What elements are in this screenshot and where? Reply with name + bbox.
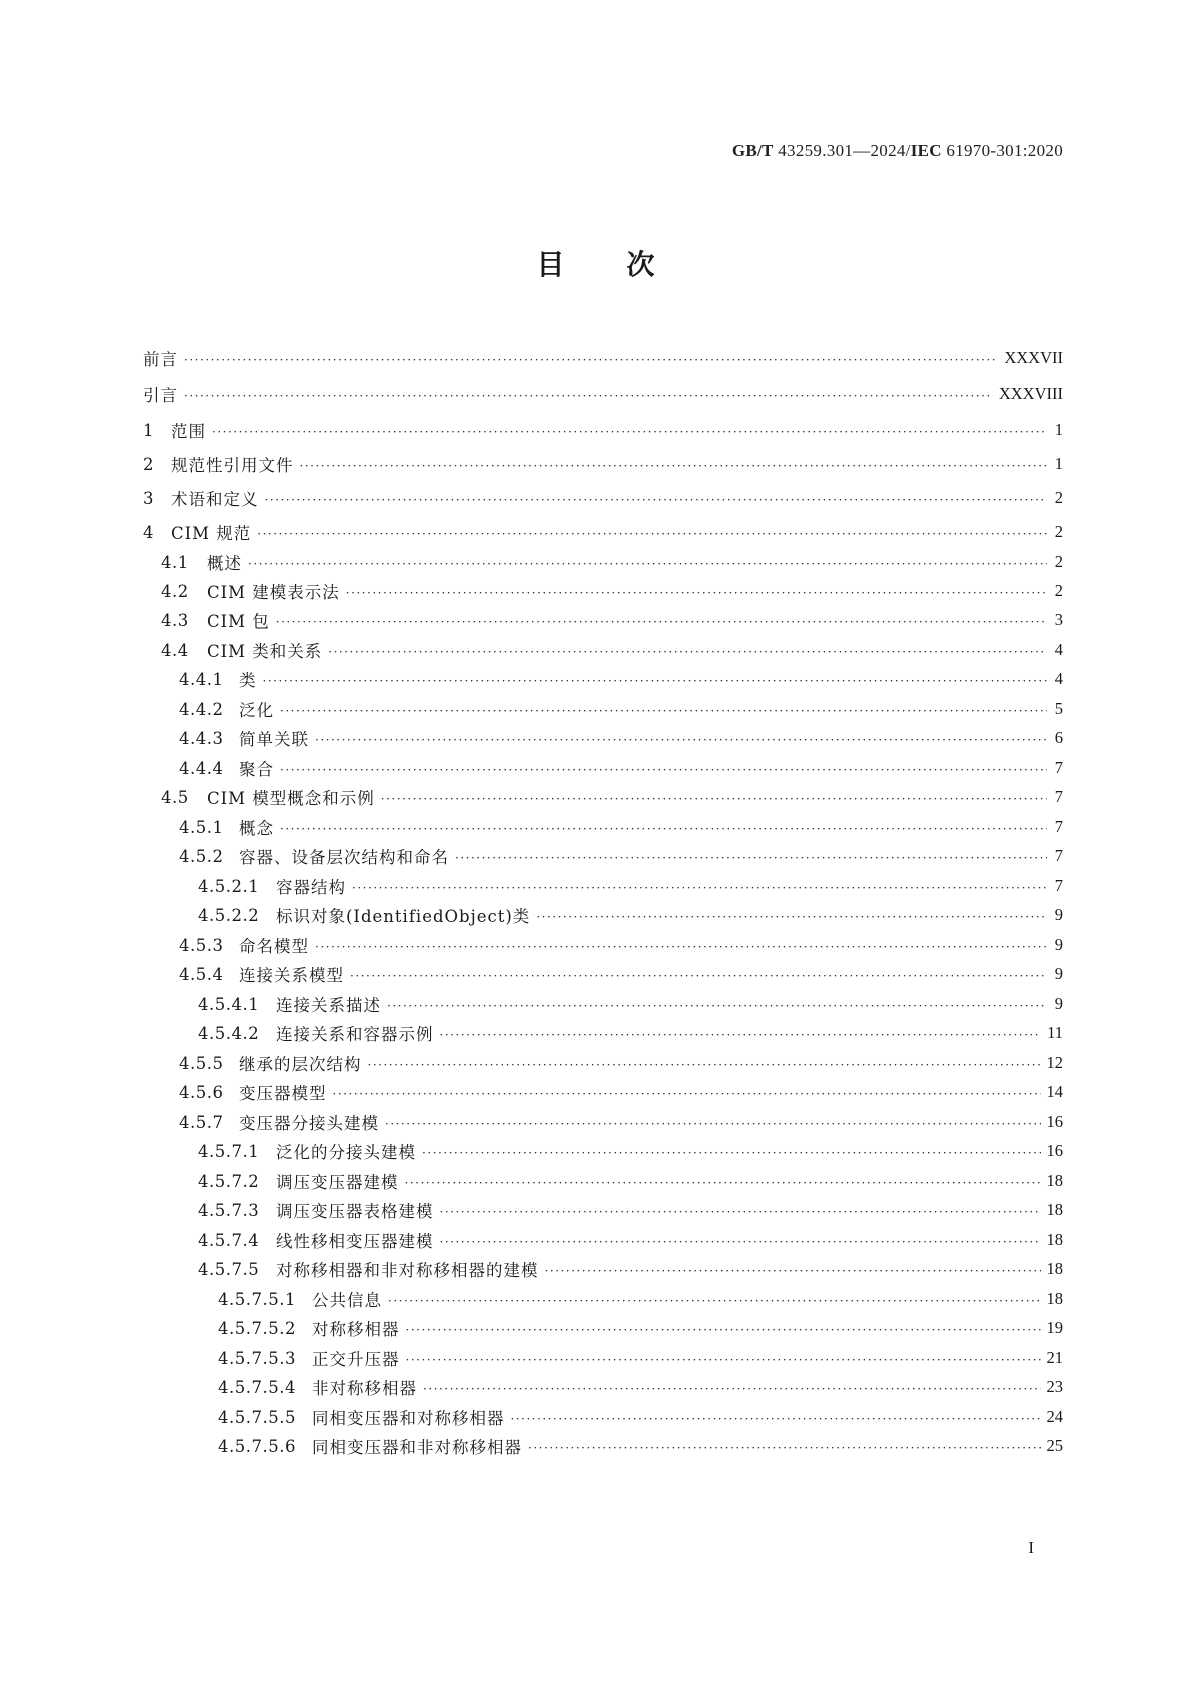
toc-leader-dots <box>280 760 1047 777</box>
toc-leader-dots <box>184 350 998 367</box>
toc-entry[interactable] <box>179 1051 1063 1075</box>
toc-entry-number: 1 <box>143 420 154 440</box>
toc-entry-title: 连接关系描述 <box>276 996 381 1015</box>
toc-leader-dots <box>528 1438 1041 1455</box>
toc-entry[interactable] <box>143 486 1063 510</box>
toc-leader-dots <box>455 848 1047 865</box>
toc-entry-title: 命名模型 <box>239 937 309 956</box>
toc-entry-title: 调压变压器建模 <box>276 1173 399 1192</box>
toc-entry-page: 7 <box>1054 817 1063 836</box>
standard-code-iec-number: 61970-301:2020 <box>941 141 1063 160</box>
toc-entry-page: 16 <box>1046 1141 1063 1160</box>
toc-leader-dots <box>263 671 1048 688</box>
toc-entry-title: 引言 <box>143 386 178 405</box>
toc-entry-page: 18 <box>1046 1171 1063 1190</box>
toc-entry-number: 4.2 <box>161 581 189 601</box>
toc-entry-title: 对称移相器和非对称移相器的建模 <box>276 1261 539 1280</box>
toc-entry-number: 4.5 <box>161 787 189 807</box>
page-number: I <box>1028 1538 1034 1557</box>
toc-entry[interactable] <box>143 382 1063 406</box>
toc-entry[interactable] <box>218 1375 1063 1399</box>
toc-leader-dots <box>381 789 1047 806</box>
toc-entry-title: 概述 <box>207 554 242 573</box>
toc-entry-page: 23 <box>1046 1377 1063 1396</box>
toc-entry[interactable] <box>218 1405 1063 1429</box>
toc-entry-page: 4 <box>1054 640 1063 659</box>
toc-entry[interactable] <box>198 1021 1063 1045</box>
toc-leader-dots <box>422 1143 1041 1160</box>
toc-entry-title: 容器、设备层次结构和命名 <box>239 848 449 867</box>
toc-entry-number: 4.5.6 <box>179 1082 224 1102</box>
toc-title: 目次 <box>536 248 717 281</box>
toc-entry-page: 2 <box>1054 522 1063 541</box>
toc-entry-page: 9 <box>1054 964 1063 983</box>
toc-entry-page: 21 <box>1046 1348 1063 1367</box>
toc-leader-dots <box>406 1350 1041 1367</box>
toc-entry-title: CIM 建模表示法 <box>207 583 340 602</box>
toc-entry-title: CIM 包 <box>207 612 270 631</box>
toc-entry-number: 4.5.1 <box>179 817 224 837</box>
toc-entry-title: 公共信息 <box>312 1291 382 1310</box>
toc-entry[interactable] <box>218 1434 1063 1458</box>
toc-entry-number: 4.4 <box>161 640 189 660</box>
toc-leader-dots <box>440 1202 1041 1219</box>
toc-entry-title: 前言 <box>143 350 178 369</box>
toc-entry-number: 4.5.7.5.5 <box>218 1407 296 1427</box>
toc-entry-number: 4.5.7.2 <box>198 1171 260 1191</box>
toc-entry-title: 类 <box>239 671 257 690</box>
toc-entry[interactable] <box>161 608 1063 632</box>
toc-entry-page: 1 <box>1054 454 1063 473</box>
toc-leader-dots <box>352 878 1047 895</box>
toc-entry-title: 聚合 <box>239 760 274 779</box>
toc-entry-title: 连接关系模型 <box>239 966 344 985</box>
toc-entry-number: 4.5.7.5.4 <box>218 1377 296 1397</box>
toc-entry-title: 变压器模型 <box>239 1084 327 1103</box>
toc-leader-dots <box>388 1291 1041 1308</box>
toc-entry-title: 简单关联 <box>239 730 309 749</box>
toc-entry-title: 同相变压器和非对称移相器 <box>312 1438 522 1457</box>
toc-entry-number: 4.5.3 <box>179 935 224 955</box>
toc-entry[interactable] <box>179 933 1063 957</box>
toc-entry-page: 9 <box>1054 935 1063 954</box>
toc-entry-title: 同相变压器和对称移相器 <box>312 1409 505 1428</box>
standard-code-prefix: GB/T <box>731 141 774 160</box>
toc-entry-page: 2 <box>1054 488 1063 507</box>
toc-leader-dots <box>315 937 1047 954</box>
toc-entry[interactable] <box>218 1287 1063 1311</box>
toc-entry-number: 4.4.3 <box>179 728 224 748</box>
toc-leader-dots <box>346 583 1047 600</box>
toc-entry-number: 4.5.7.4 <box>198 1230 260 1250</box>
toc-entry-number: 4.1 <box>161 552 189 572</box>
toc-entry[interactable] <box>179 962 1063 986</box>
toc-leader-dots <box>184 386 993 403</box>
toc-entry[interactable] <box>198 1198 1063 1222</box>
toc-entry-number: 4.5.4 <box>179 964 224 984</box>
standard-code-iec: IEC <box>910 141 942 160</box>
toc-entry[interactable] <box>198 1169 1063 1193</box>
toc-entry-page: 9 <box>1054 994 1063 1013</box>
toc-leader-dots <box>368 1055 1041 1072</box>
toc-leader-dots <box>405 1173 1041 1190</box>
toc-entry[interactable] <box>218 1316 1063 1340</box>
toc-entry-number: 4.5.7.5.3 <box>218 1348 296 1368</box>
toc-entry-number: 4.5.7 <box>179 1112 224 1132</box>
toc-entry-page: 7 <box>1054 876 1063 895</box>
toc-entry-number: 4.4.1 <box>179 669 224 689</box>
toc-entry-number: 2 <box>143 454 154 474</box>
standard-code <box>732 141 1063 161</box>
toc-entry[interactable] <box>179 1080 1063 1104</box>
toc-entry-page: 11 <box>1047 1023 1063 1042</box>
toc-leader-dots <box>385 1114 1041 1131</box>
toc-leader-dots <box>333 1084 1041 1101</box>
toc-entry-page: 18 <box>1046 1289 1063 1308</box>
toc-entry[interactable] <box>198 1228 1063 1252</box>
toc-entry-page: 18 <box>1046 1200 1063 1219</box>
toc-entry-page: XXXVIII <box>998 384 1063 403</box>
toc-entry[interactable] <box>179 756 1063 780</box>
toc-entry-number: 4.3 <box>161 610 189 630</box>
toc-leader-dots <box>276 612 1047 629</box>
toc-entry[interactable] <box>161 550 1063 574</box>
toc-entry-page: 18 <box>1046 1259 1063 1278</box>
toc-entry-number: 4.4.4 <box>179 758 224 778</box>
toc-entry[interactable] <box>179 697 1063 721</box>
toc-entry[interactable] <box>198 1257 1063 1281</box>
toc-entry-number: 4.5.7.5.1 <box>218 1289 296 1309</box>
toc-leader-dots <box>300 456 1048 473</box>
toc-entry-title: CIM 规范 <box>171 524 252 543</box>
toc-entry-page: 5 <box>1054 699 1063 718</box>
toc-entry[interactable] <box>198 903 1063 927</box>
toc-entry[interactable] <box>161 638 1063 662</box>
toc-entry-title: 正交升压器 <box>312 1350 400 1369</box>
toc-entry-title: 规范性引用文件 <box>171 456 294 475</box>
toc-entry[interactable] <box>179 667 1063 691</box>
toc-entry[interactable] <box>198 1139 1063 1163</box>
toc-leader-dots <box>440 1025 1042 1042</box>
toc-entry-title: 范围 <box>171 422 206 441</box>
toc-entry-page: 2 <box>1054 581 1063 600</box>
toc-entry-title: 术语和定义 <box>171 490 259 509</box>
toc-leader-dots <box>280 819 1047 836</box>
toc-entry-page: 7 <box>1054 846 1063 865</box>
toc-entry-number: 4.5.7.5 <box>198 1259 260 1279</box>
toc-entry-title: 泛化的分接头建模 <box>276 1143 416 1162</box>
toc-entry-number: 4.4.2 <box>179 699 224 719</box>
toc-entry[interactable] <box>218 1346 1063 1370</box>
toc-entry-page: 19 <box>1046 1318 1063 1337</box>
toc-entry-title: 继承的层次结构 <box>239 1055 362 1074</box>
standard-code-number: 43259.301—2024/ <box>773 141 911 160</box>
toc-entry-page: 1 <box>1054 420 1063 439</box>
toc-leader-dots <box>423 1379 1041 1396</box>
toc-entry-number: 4.5.7.5.2 <box>218 1318 296 1338</box>
toc-entry[interactable] <box>143 520 1063 544</box>
toc-entry-title: 概念 <box>239 819 274 838</box>
toc-leader-dots <box>536 907 1047 924</box>
toc-entry-page: 24 <box>1046 1407 1063 1426</box>
toc-entry-title: 连接关系和容器示例 <box>276 1025 434 1044</box>
toc-entry-title: 调压变压器表格建模 <box>276 1202 434 1221</box>
toc-entry[interactable] <box>179 815 1063 839</box>
toc-entry-page: 14 <box>1046 1082 1063 1101</box>
toc-entry[interactable] <box>143 346 1063 370</box>
toc-entry-number: 4.5.2.2 <box>198 905 260 925</box>
toc-entry-title: 泛化 <box>239 701 274 720</box>
toc-entry-number: 4.5.4.1 <box>198 994 260 1014</box>
toc-entry[interactable] <box>143 418 1063 442</box>
toc-leader-dots <box>328 642 1047 659</box>
toc-leader-dots <box>440 1232 1041 1249</box>
toc-entry-title: 变压器分接头建模 <box>239 1114 379 1133</box>
toc-entry[interactable] <box>198 874 1063 898</box>
toc-entry-page: 4 <box>1054 669 1063 688</box>
toc-leader-dots <box>350 966 1047 983</box>
toc-entry-title: CIM 模型概念和示例 <box>207 789 375 808</box>
toc-entry-page: XXXVII <box>1004 348 1063 367</box>
toc-entry-number: 4.5.7.1 <box>198 1141 260 1161</box>
toc-entry-title: 对称移相器 <box>312 1320 400 1339</box>
toc-entry[interactable] <box>198 992 1063 1016</box>
toc-entry-number: 4.5.2 <box>179 846 224 866</box>
toc-leader-dots <box>265 490 1048 507</box>
toc-entry-number: 4 <box>143 522 154 542</box>
toc-entry-title: 容器结构 <box>276 878 346 897</box>
toc-leader-dots <box>212 422 1047 439</box>
toc-entry-title: 非对称移相器 <box>312 1379 417 1398</box>
toc-entry-page: 12 <box>1046 1053 1063 1072</box>
toc-leader-dots <box>315 730 1047 747</box>
toc-leader-dots <box>511 1409 1041 1426</box>
toc-entry-page: 7 <box>1054 787 1063 806</box>
toc-entry[interactable] <box>179 726 1063 750</box>
toc-entry-page: 9 <box>1054 905 1063 924</box>
toc-leader-dots <box>545 1261 1041 1278</box>
toc-leader-dots <box>248 554 1047 571</box>
toc-entry[interactable] <box>161 785 1063 809</box>
toc-entry-number: 4.5.7.3 <box>198 1200 260 1220</box>
toc-leader-dots <box>406 1320 1041 1337</box>
toc-entry-page: 7 <box>1054 758 1063 777</box>
toc-entry-number: 4.5.4.2 <box>198 1023 260 1043</box>
toc-entry-page: 18 <box>1046 1230 1063 1249</box>
toc-leader-dots <box>280 701 1047 718</box>
toc-entry-page: 2 <box>1054 552 1063 571</box>
toc-entry-title: 线性移相变压器建模 <box>276 1232 434 1251</box>
toc-entry-page: 16 <box>1046 1112 1063 1131</box>
toc-entry-number: 4.5.7.5.6 <box>218 1436 296 1456</box>
toc-entry-page: 3 <box>1054 610 1063 629</box>
toc-entry-page: 25 <box>1046 1436 1063 1455</box>
toc-leader-dots <box>257 524 1047 541</box>
toc-entry-page: 6 <box>1054 728 1063 747</box>
toc-entry-number: 3 <box>143 488 154 508</box>
toc-entry[interactable] <box>161 579 1063 603</box>
toc-entry[interactable] <box>179 1110 1063 1134</box>
toc-entry[interactable] <box>143 452 1063 476</box>
toc-entry-title: 标识对象(IdentifiedObject)类 <box>276 907 531 926</box>
toc-entry-number: 4.5.5 <box>179 1053 224 1073</box>
toc-entry-number: 4.5.2.1 <box>198 876 260 896</box>
toc-entry[interactable] <box>179 844 1063 868</box>
toc-entry-title: CIM 类和关系 <box>207 642 323 661</box>
toc-leader-dots <box>387 996 1047 1013</box>
